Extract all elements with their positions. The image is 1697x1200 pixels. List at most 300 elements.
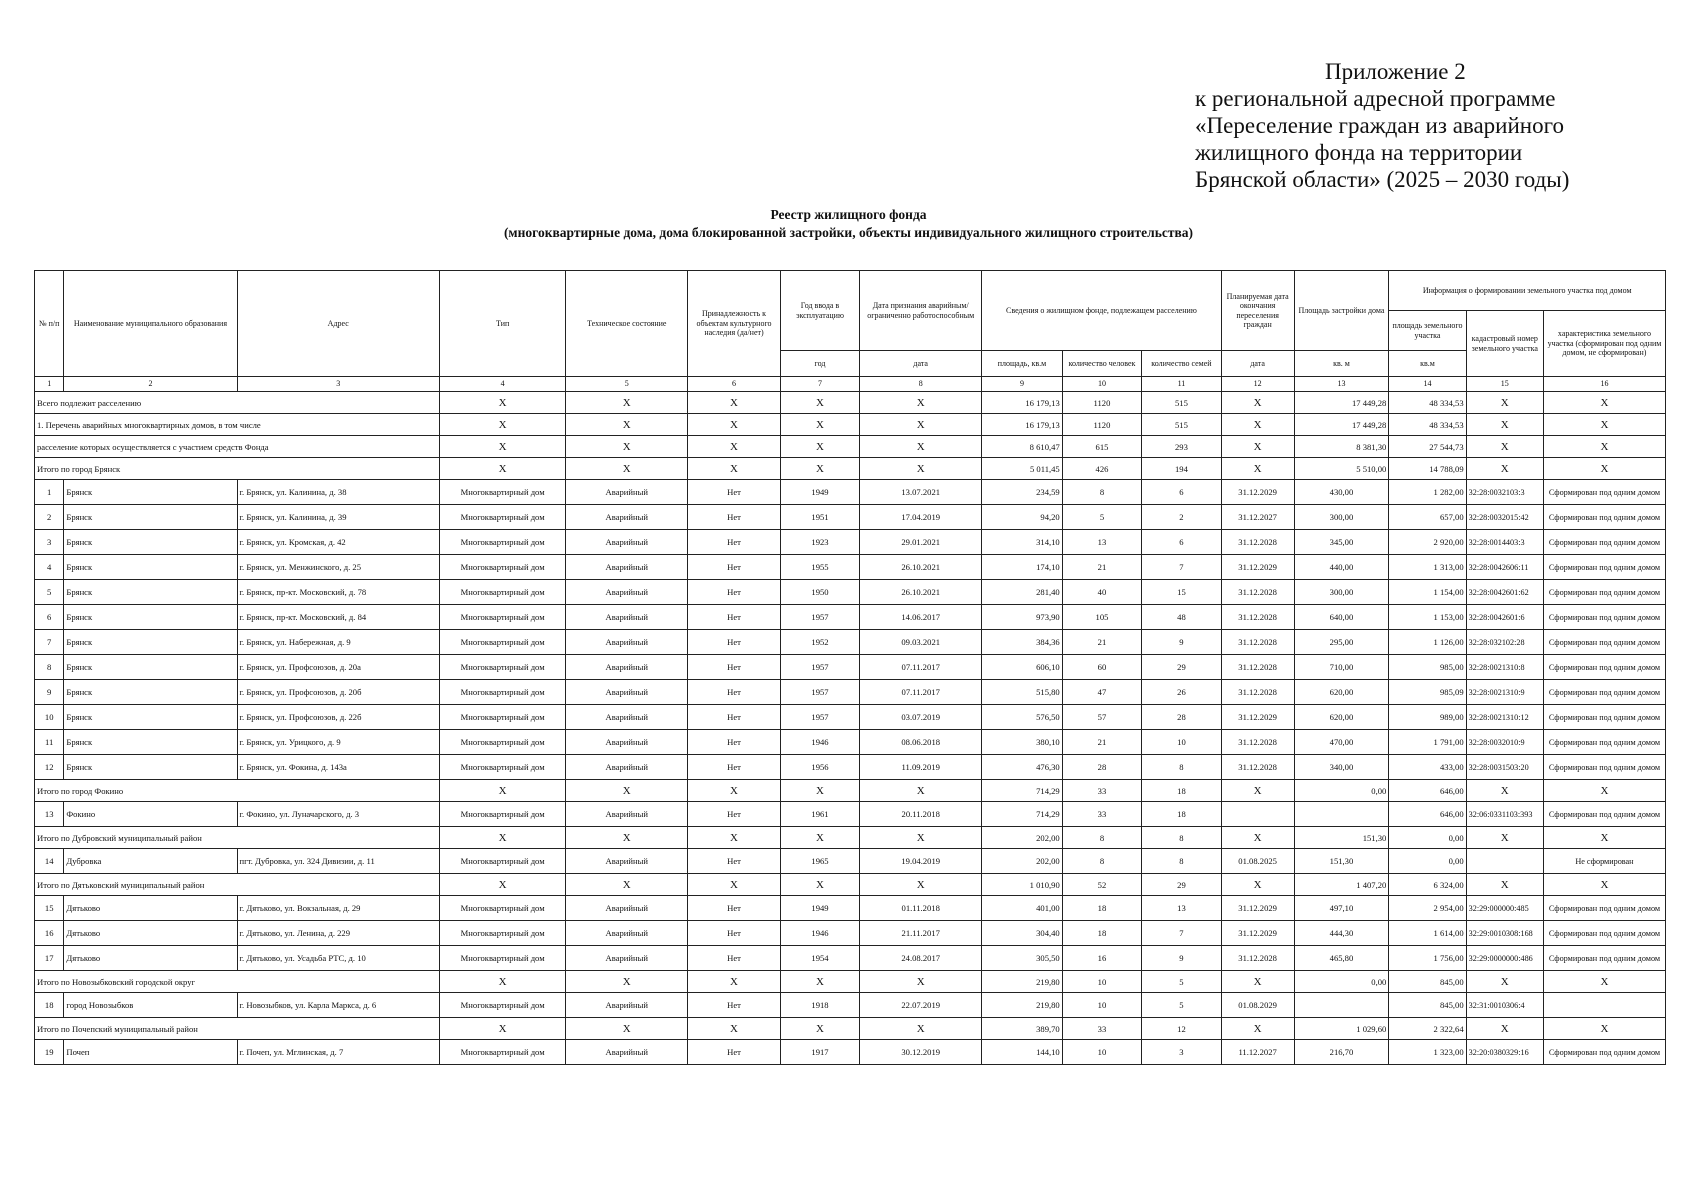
header-type: Тип [440,271,566,377]
build-area: 300,00 [1294,505,1389,530]
subtotal-year-built: X [780,1018,859,1040]
subtotal-land-characteristic: X [1543,780,1665,802]
tech-state: Аварийный [566,896,688,921]
subtotal-fund-area: 16 179,13 [982,392,1063,414]
header-fund-people: количество человек [1062,351,1141,377]
emergency-date: 26.10.2021 [860,580,982,605]
emergency-date: 21.11.2017 [860,921,982,946]
land-characteristic: Сформирован под одним домом [1543,1040,1665,1065]
subtotal-label: Всего подлежит расселению [35,392,440,414]
fund-area: 219,80 [982,993,1063,1018]
fund-area: 305,50 [982,946,1063,971]
tech-state: Аварийный [566,1040,688,1065]
subtotal-fund-area: 5 011,45 [982,458,1063,480]
subtotal-planned-date: X [1221,971,1294,993]
housing-registry-table [34,270,1666,1065]
people-count: 16 [1062,946,1141,971]
land-characteristic: Сформирован под одним домом [1543,530,1665,555]
family-count: 10 [1142,730,1221,755]
subtotal-type: X [440,392,566,414]
subtotal-people-count: 33 [1062,780,1141,802]
address: пгт. Дубровка, ул. 324 Дивизии, д. 11 [237,849,440,874]
table-row [35,921,1666,946]
tech-state: Аварийный [566,921,688,946]
subtotal-year-built: X [780,458,859,480]
municipality-name: город Новозыбков [64,993,237,1018]
land-area: 845,00 [1389,993,1466,1018]
address: г. Дятьково, ул. Усадьба РТС, д. 10 [237,946,440,971]
cadastral-number: 32:28:0032103:3 [1466,480,1543,505]
heritage: Нет [688,630,781,655]
column-number: 15 [1466,377,1543,392]
row-number: 10 [35,705,64,730]
municipality-name: Дятьково [64,896,237,921]
people-count: 18 [1062,921,1141,946]
subtotal-cadastral-number: X [1466,827,1543,849]
subtotal-build-area: 0,00 [1294,780,1389,802]
family-count: 6 [1142,530,1221,555]
heritage: Нет [688,680,781,705]
subtotal-land-characteristic: X [1543,827,1665,849]
subtotal-heritage: X [688,392,781,414]
municipality-name: Брянск [64,580,237,605]
build-area: 470,00 [1294,730,1389,755]
address: г. Брянск, ул. Профсоюзов, д. 20б [237,680,440,705]
header-num: № п/п [35,271,64,377]
subtotal-land-area: 2 322,64 [1389,1018,1466,1040]
municipality-name: Брянск [64,630,237,655]
family-count: 28 [1142,705,1221,730]
subtotal-heritage: X [688,436,781,458]
land-characteristic: Сформирован под одним домом [1543,580,1665,605]
land-area: 646,00 [1389,802,1466,827]
municipality-name: Брянск [64,555,237,580]
subtotal-emergency-date: X [860,971,982,993]
subtotal-fund-area: 389,70 [982,1018,1063,1040]
people-count: 105 [1062,605,1141,630]
table-row [35,555,1666,580]
subtotal-fund-area: 8 610,47 [982,436,1063,458]
year-built: 1965 [780,849,859,874]
row-number: 19 [35,1040,64,1065]
subtotal-type: X [440,414,566,436]
year-built: 1950 [780,580,859,605]
municipality-name: Брянск [64,530,237,555]
header-cadastral: кадастровый номер земельного участка [1466,311,1543,377]
subtotal-land-characteristic: X [1543,458,1665,480]
emergency-date: 13.07.2021 [860,480,982,505]
appendix-line: Брянской области» (2025 – 2030 годы) [1195,167,1570,192]
people-count: 13 [1062,530,1141,555]
emergency-date: 07.11.2017 [860,655,982,680]
year-built: 1955 [780,555,859,580]
heritage: Нет [688,1040,781,1065]
subtotal-heritage: X [688,414,781,436]
subtotal-year-built: X [780,874,859,896]
land-area: 1 154,00 [1389,580,1466,605]
emergency-date: 14.06.2017 [860,605,982,630]
subtotal-heritage: X [688,1018,781,1040]
column-number: 4 [440,377,566,392]
municipality-name: Фокино [64,802,237,827]
year-built: 1949 [780,480,859,505]
header-plan-date: Планируемая дата окончания переселения граждан [1221,271,1294,351]
municipality-name: Брянск [64,755,237,780]
building-type: Многоквартирный дом [440,580,566,605]
land-characteristic: Сформирован под одним домом [1543,802,1665,827]
land-characteristic: Сформирован под одним домом [1543,605,1665,630]
building-type: Многоквартирный дом [440,1040,566,1065]
building-type: Многоквартирный дом [440,505,566,530]
emergency-date: 19.04.2019 [860,849,982,874]
subtotal-row [35,458,1666,480]
subtotal-type: X [440,971,566,993]
building-type: Многоквартирный дом [440,730,566,755]
land-characteristic: Сформирован под одним домом [1543,655,1665,680]
land-characteristic: Сформирован под одним домом [1543,705,1665,730]
subtotal-heritage: X [688,971,781,993]
table-row [35,505,1666,530]
family-count: 8 [1142,755,1221,780]
header-plan-sub: дата [1221,351,1294,377]
fund-area: 476,30 [982,755,1063,780]
land-area: 985,09 [1389,680,1466,705]
address: г. Брянск, ул. Набережная, д. 9 [237,630,440,655]
land-characteristic: Сформирован под одним домом [1543,896,1665,921]
building-type: Многоквартирный дом [440,993,566,1018]
subtotal-people-count: 52 [1062,874,1141,896]
build-area: 497,10 [1294,896,1389,921]
subtotal-build-area: 1 029,60 [1294,1018,1389,1040]
year-built: 1949 [780,896,859,921]
planned-date: 01.08.2029 [1221,993,1294,1018]
subtotal-fund-area: 219,80 [982,971,1063,993]
people-count: 21 [1062,730,1141,755]
header-land: Информация о формировании земельного участка под домом [1389,271,1666,311]
people-count: 8 [1062,480,1141,505]
cadastral-number: 32:29:0000000:486 [1466,946,1543,971]
subtotal-land-area: 6 324,00 [1389,874,1466,896]
family-count: 48 [1142,605,1221,630]
planned-date: 31.12.2029 [1221,555,1294,580]
cadastral-number: 32:28:0014403:3 [1466,530,1543,555]
row-number: 15 [35,896,64,921]
table-row [35,630,1666,655]
build-area: 151,30 [1294,849,1389,874]
row-number: 3 [35,530,64,555]
subtotal-tech-state: X [566,458,688,480]
column-number: 12 [1221,377,1294,392]
table-row [35,680,1666,705]
tech-state: Аварийный [566,755,688,780]
subtotal-cadastral-number: X [1466,780,1543,802]
family-count: 29 [1142,655,1221,680]
column-number: 7 [780,377,859,392]
subtotal-people-count: 8 [1062,827,1141,849]
family-count: 5 [1142,993,1221,1018]
subtotal-land-characteristic: X [1543,971,1665,993]
land-characteristic: Сформирован под одним домом [1543,480,1665,505]
land-characteristic: Сформирован под одним домом [1543,505,1665,530]
fund-area: 202,00 [982,849,1063,874]
subtotal-build-area: 5 510,00 [1294,458,1389,480]
table-row [35,802,1666,827]
land-area: 433,00 [1389,755,1466,780]
planned-date: 31.12.2028 [1221,755,1294,780]
year-built: 1956 [780,755,859,780]
column-number: 1 [35,377,64,392]
cadastral-number: 32:28:0042601:6 [1466,605,1543,630]
municipality-name: Дубровка [64,849,237,874]
appendix-block [1195,58,1675,193]
cadastral-number: 32:28:032102:28 [1466,630,1543,655]
planned-date: 31.12.2029 [1221,896,1294,921]
column-number: 2 [64,377,237,392]
emergency-date: 17.04.2019 [860,505,982,530]
tech-state: Аварийный [566,946,688,971]
column-number: 10 [1062,377,1141,392]
tech-state: Аварийный [566,505,688,530]
subtotal-emergency-date: X [860,827,982,849]
building-type: Многоквартирный дом [440,755,566,780]
heritage: Нет [688,896,781,921]
tech-state: Аварийный [566,849,688,874]
table-row [35,530,1666,555]
heritage: Нет [688,705,781,730]
subtotal-family-count: 515 [1142,414,1221,436]
subtotal-tech-state: X [566,971,688,993]
heritage: Нет [688,921,781,946]
subtotal-people-count: 1120 [1062,414,1141,436]
row-number: 6 [35,605,64,630]
subtotal-type: X [440,827,566,849]
subtotal-family-count: 194 [1142,458,1221,480]
family-count: 2 [1142,505,1221,530]
people-count: 21 [1062,555,1141,580]
subtotal-land-area: 0,00 [1389,827,1466,849]
table-row [35,849,1666,874]
family-count: 18 [1142,802,1221,827]
subtotal-land-characteristic: X [1543,436,1665,458]
family-count: 6 [1142,480,1221,505]
build-area: 300,00 [1294,580,1389,605]
emergency-date: 09.03.2021 [860,630,982,655]
people-count: 10 [1062,993,1141,1018]
emergency-date: 08.06.2018 [860,730,982,755]
subtotal-cadastral-number: X [1466,436,1543,458]
row-number: 7 [35,630,64,655]
subtotal-tech-state: X [566,1018,688,1040]
address: г. Брянск, ул. Фокина, д. 143а [237,755,440,780]
tech-state: Аварийный [566,993,688,1018]
table-row [35,705,1666,730]
subtotal-type: X [440,458,566,480]
build-area: 620,00 [1294,680,1389,705]
subtotal-emergency-date: X [860,414,982,436]
heritage: Нет [688,946,781,971]
subtotal-row [35,780,1666,802]
municipality-name: Брянск [64,480,237,505]
header-land-area: площадь земельного участка [1389,311,1466,351]
fund-area: 144,10 [982,1040,1063,1065]
subtotal-heritage: X [688,458,781,480]
emergency-date: 11.09.2019 [860,755,982,780]
fund-area: 401,00 [982,896,1063,921]
table-row [35,755,1666,780]
planned-date: 31.12.2028 [1221,655,1294,680]
building-type: Многоквартирный дом [440,530,566,555]
subtotal-emergency-date: X [860,436,982,458]
column-number: 3 [237,377,440,392]
people-count: 33 [1062,802,1141,827]
planned-date: 31.12.2028 [1221,605,1294,630]
subtotal-row [35,874,1666,896]
heritage: Нет [688,480,781,505]
subtotal-label: расселение которых осуществляется с участием средств Фонда [35,436,440,458]
subtotal-planned-date: X [1221,780,1294,802]
land-characteristic: Сформирован под одним домом [1543,630,1665,655]
subtotal-type: X [440,436,566,458]
building-type: Многоквартирный дом [440,605,566,630]
people-count: 18 [1062,896,1141,921]
subtotal-year-built: X [780,436,859,458]
year-built: 1923 [780,530,859,555]
heritage: Нет [688,655,781,680]
header-land-char: характеристика земельного участка (сформирован под одним домом, не сформирован) [1543,311,1665,377]
subtotal-people-count: 33 [1062,1018,1141,1040]
table-row [35,896,1666,921]
fund-area: 234,59 [982,480,1063,505]
subtotal-planned-date: X [1221,827,1294,849]
subtotal-build-area: 1 407,20 [1294,874,1389,896]
header-fund-area: площадь, кв.м [982,351,1063,377]
building-type: Многоквартирный дом [440,946,566,971]
subtotal-type: X [440,780,566,802]
subtotal-cadastral-number: X [1466,971,1543,993]
year-built: 1946 [780,921,859,946]
address: г. Новозыбков, ул. Карла Маркса, д. 6 [237,993,440,1018]
land-characteristic: Сформирован под одним домом [1543,946,1665,971]
land-area: 657,00 [1389,505,1466,530]
build-area [1294,993,1389,1018]
fund-area: 314,10 [982,530,1063,555]
subtotal-tech-state: X [566,827,688,849]
table-row [35,946,1666,971]
year-built: 1946 [780,730,859,755]
people-count: 10 [1062,1040,1141,1065]
land-area: 989,00 [1389,705,1466,730]
subtotal-planned-date: X [1221,874,1294,896]
subtotal-family-count: 5 [1142,971,1221,993]
people-count: 5 [1062,505,1141,530]
subtotal-tech-state: X [566,392,688,414]
subtotal-family-count: 29 [1142,874,1221,896]
land-area: 1 282,00 [1389,480,1466,505]
heritage: Нет [688,755,781,780]
subtotal-land-area: 27 544,73 [1389,436,1466,458]
table-row [35,480,1666,505]
cadastral-number: 32:29:000000:485 [1466,896,1543,921]
year-built: 1917 [780,1040,859,1065]
planned-date: 11.12.2027 [1221,1040,1294,1065]
subtotal-tech-state: X [566,780,688,802]
address: г. Дятьково, ул. Ленина, д. 229 [237,921,440,946]
subtotal-land-characteristic: X [1543,414,1665,436]
subtotal-cadastral-number: X [1466,414,1543,436]
tech-state: Аварийный [566,630,688,655]
row-number: 12 [35,755,64,780]
cadastral-number: 32:28:0021310:8 [1466,655,1543,680]
land-area: 1 153,00 [1389,605,1466,630]
municipality-name: Дятьково [64,921,237,946]
planned-date: 31.12.2027 [1221,505,1294,530]
heritage: Нет [688,993,781,1018]
people-count: 8 [1062,849,1141,874]
column-number: 8 [860,377,982,392]
table-body [35,392,1666,1065]
year-built: 1961 [780,802,859,827]
subtotal-build-area: 17 449,28 [1294,414,1389,436]
family-count: 9 [1142,630,1221,655]
land-area: 2 920,00 [1389,530,1466,555]
row-number: 4 [35,555,64,580]
subtotal-tech-state: X [566,436,688,458]
emergency-date: 03.07.2019 [860,705,982,730]
subtotal-tech-state: X [566,414,688,436]
fund-area: 576,50 [982,705,1063,730]
row-number: 13 [35,802,64,827]
heritage: Нет [688,802,781,827]
row-number: 2 [35,505,64,530]
subtotal-tech-state: X [566,874,688,896]
subtotal-people-count: 1120 [1062,392,1141,414]
column-number: 16 [1543,377,1665,392]
cadastral-number: 32:20:0380329:16 [1466,1040,1543,1065]
cadastral-number: 32:28:0032015:42 [1466,505,1543,530]
cadastral-number [1466,849,1543,874]
row-number: 5 [35,580,64,605]
municipality-name: Брянск [64,655,237,680]
planned-date: 01.08.2025 [1221,849,1294,874]
tech-state: Аварийный [566,730,688,755]
planned-date: 31.12.2028 [1221,946,1294,971]
row-number: 17 [35,946,64,971]
heritage: Нет [688,505,781,530]
family-count: 7 [1142,921,1221,946]
municipality-name: Дятьково [64,946,237,971]
municipality-name: Брянск [64,730,237,755]
heritage: Нет [688,730,781,755]
appendix-line: Приложение 2 [1325,59,1466,84]
subtotal-fund-area: 1 010,90 [982,874,1063,896]
subtotal-land-characteristic: X [1543,392,1665,414]
row-number: 9 [35,680,64,705]
build-area: 710,00 [1294,655,1389,680]
year-built: 1951 [780,505,859,530]
family-count: 13 [1142,896,1221,921]
subtotal-emergency-date: X [860,458,982,480]
subtotal-year-built: X [780,392,859,414]
build-area [1294,802,1389,827]
family-count: 9 [1142,946,1221,971]
subtotal-planned-date: X [1221,414,1294,436]
address: г. Фокино, ул. Луначарского, д. 3 [237,802,440,827]
build-area: 620,00 [1294,705,1389,730]
subtotal-people-count: 10 [1062,971,1141,993]
people-count: 47 [1062,680,1141,705]
municipality-name: Брянск [64,505,237,530]
heritage: Нет [688,555,781,580]
